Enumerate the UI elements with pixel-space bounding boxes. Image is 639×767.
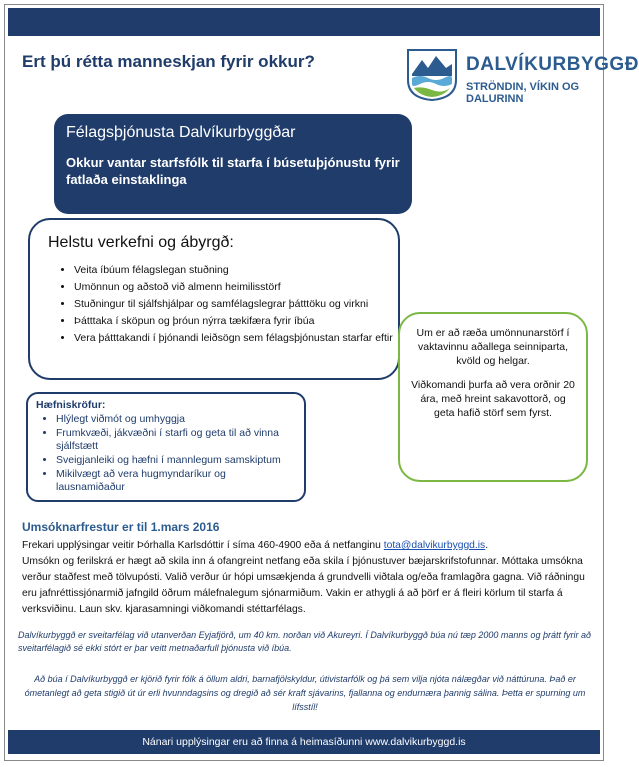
municipality-description: Dalvíkurbyggð er sveitarfélag við utanverðan Eyjafjörð, um 40 km. norðan við Akureyri. Í Dalvíkurbyggð búa nú tæp 2000 manns og þrátt fyrir að sveitarfélagið sé ekki stórt er þar veitt metnaðarfull þjónusta við íbúa. <box>18 630 591 653</box>
tasks-heading: Helstu verkefni og ábyrgð: <box>48 234 234 251</box>
shift-info-text: Um er að ræða umönnunarstörf í vaktavinnu aðallega seinniparta, kvöld og helgar. <box>416 327 570 367</box>
list-item: • Vera þátttakandi í þjónandi leiðsögn sem félagsþjónustan starfar eftir <box>74 332 404 345</box>
contact-text-end: . <box>485 540 489 551</box>
skills-list <box>36 413 296 494</box>
list-item: • Frumkvæði, jákvæðni í starfi og geta til að vinna sjálfstætt <box>56 427 296 453</box>
email-link[interactable]: tota@dalvikurbyggd.is <box>383 540 486 551</box>
top-banner <box>8 8 600 36</box>
tasks-list <box>48 264 404 349</box>
list-item: • Umönnun og aðstoð við almenn heimilisstörf <box>74 281 404 294</box>
skills-box <box>26 392 306 502</box>
logo-tagline: STRÖNDIN, VÍKIN OG DALURINN <box>466 81 580 105</box>
list-item: • Mikilvægt að vera hugmyndaríkur og lausnamiðaður <box>56 468 296 494</box>
logo-name: DALVÍKURBYGGÐ <box>466 54 639 75</box>
requirements-text: Viðkomandi þurfa að vera orðnir 20 ára, með hreint sakavottorð, og geta hafið störf sem fyrst. <box>411 379 575 419</box>
application-info <box>22 538 588 618</box>
department-title: Félagsþjónusta Dalvíkurbyggðar <box>66 124 296 141</box>
lifestyle-description: Að búa í Dalvíkurbyggð er kjörið fyrir fólk á öllum aldri, barnafjölskyldur, útivistarfólk og þá sem vilja njóta nálægðar við náttúruna. Það er ómetanlegt að geta stigið út úr erli hvunndagsins og dregið að sér kraft sjávarins, fjallanna og endurnæra þannig sálina. Þetta er spurning um lífsstíl! <box>24 674 586 712</box>
tasks-box <box>28 218 400 380</box>
municipality-logo <box>404 46 639 108</box>
job-subtitle: Okkur vantar starfsfólk til starfa í búsetuþjónustu fyrir fatlaða einstaklinga <box>66 155 400 187</box>
page-headline: Ert þú rétta manneskjan fyrir okkur? <box>22 52 315 71</box>
shift-info-box <box>398 312 588 482</box>
mountain-wave-shield-icon <box>404 46 460 102</box>
job-title-box <box>54 114 412 214</box>
list-item: • Þátttaka í sköpun og þróun nýrra tækifæra fyrir íbúa <box>74 315 404 328</box>
list-item: • Sveigjanleiki og hæfni í mannlegum samskiptum <box>56 454 296 467</box>
list-item: • Stuðningur til sjálfshjálpar og samfélagslegrar þátttöku og virkni <box>74 298 404 311</box>
skills-heading: Hæfniskröfur: <box>36 399 106 411</box>
list-item: • Veita íbúum félagslegan stuðning <box>74 264 404 277</box>
footer-banner: Nánari upplýsingar eru að finna á heimasíðunni www.dalvikurbyggd.is <box>8 730 600 754</box>
contact-text: Frekari upplýsingar veitir Þórhalla Karlsdóttir í síma 460-4900 eða á netfanginu <box>22 540 384 551</box>
application-text: Umsókn og ferilskrá er hægt að skila inn á ofangreint netfang eða skila í þjónustuver bæjarskrifstofunnar. Móttaka umsókna verður staðfest með tölvupósti. Valið verður úr hópi umsækjenda á grundvelli viðtala og/eða framlagðra gagna. Við ráðningu eru jafnréttissjónarmið jafngild öðrum málefnalegum sjónarmiðum. Vakin er athygli á að þörf er á fleiri körlum til starfa á verksviðinu. Laun skv. kjarasamningi viðkomandi stéttarfélags. <box>22 556 585 615</box>
list-item: • Hlýlegt viðmót og umhyggja <box>56 413 296 426</box>
application-deadline: Umsóknarfrestur er til 1.mars 2016 <box>22 520 220 534</box>
